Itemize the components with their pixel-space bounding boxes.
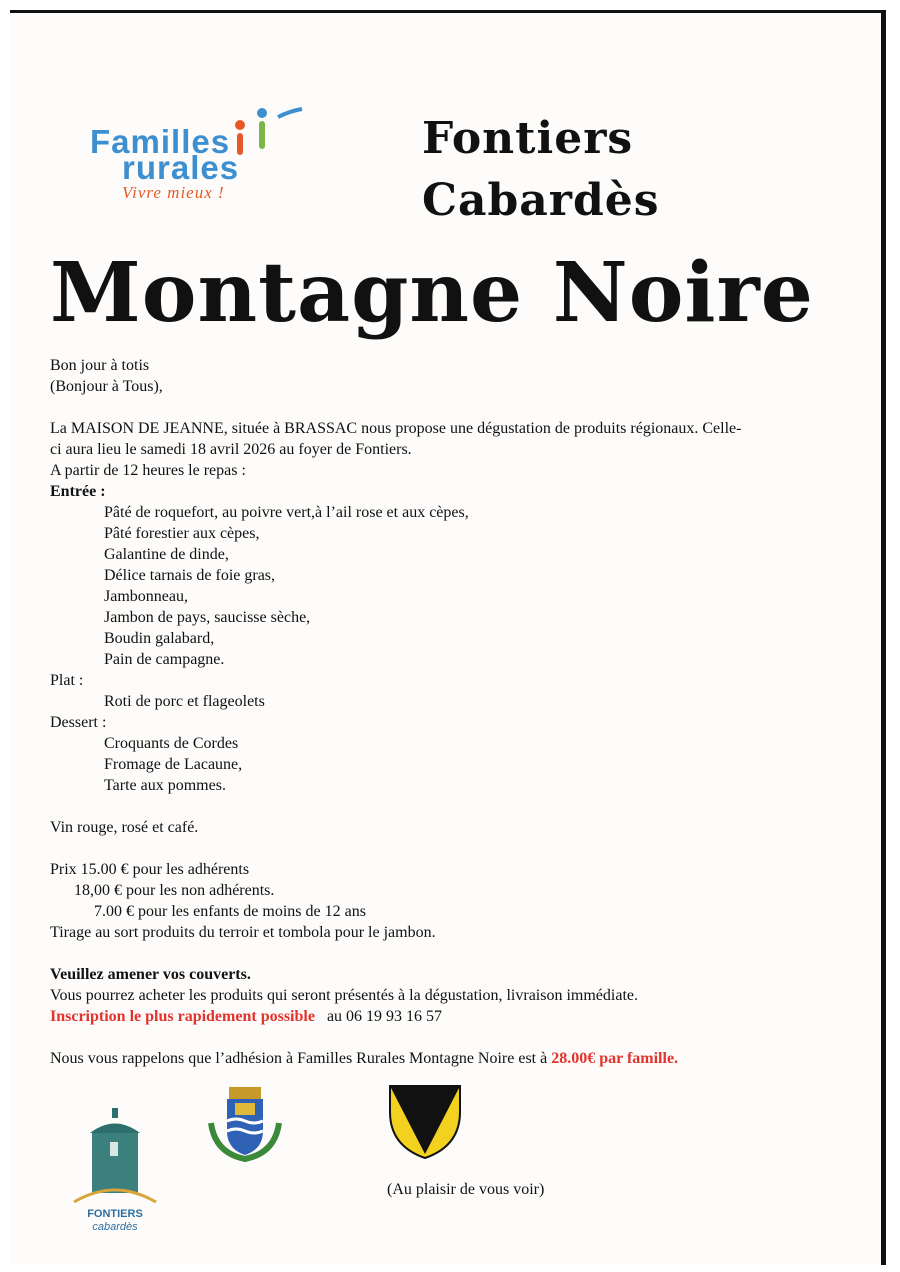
buy-note: Vous pourrez acheter les produits qui seront présentés à la dégustation, livraison immédiate.: [50, 987, 638, 1004]
membership-price: 28.00€ par famille.: [551, 1050, 679, 1067]
dessert-label: Dessert :: [50, 714, 107, 731]
fontiers-tower-logo: [70, 1108, 160, 1248]
menu-item: Fromage de Lacaune,: [104, 756, 243, 773]
menu-item: Galantine de dinde,: [104, 546, 229, 563]
town-heading: [422, 108, 660, 232]
greeting-line2: (Bonjour à Tous),: [50, 378, 163, 395]
logo-tagline: Vivre mieux !: [122, 183, 225, 202]
plat-label: Plat :: [50, 672, 84, 689]
membership-text: Nous vous rappelons que l’adhésion à Familles Rurales Montagne Noire est à: [50, 1050, 548, 1067]
menu-item: Délice tarnais de foie gras,: [104, 567, 276, 584]
entree-label: Entrée :: [50, 483, 106, 500]
signup-text: Inscription le plus rapidement possible: [50, 1008, 315, 1025]
intro-line1: La MAISON DE JEANNE, située à BRASSAC nous propose une dégustation de produits régionaux. Celle-: [50, 420, 742, 437]
menu-item: Pain de campagne.: [104, 651, 225, 668]
menu-item: Roti de porc et flageolets: [104, 693, 265, 710]
familles-rurales-logo: [90, 105, 350, 205]
drinks-line: Vin rouge, rosé et café.: [50, 819, 199, 836]
greeting-line1: Bon jour à totis: [50, 357, 150, 374]
intro-line3: A partir de 12 heures le repas :: [50, 462, 246, 479]
cutlery-note: Veuillez amener vos couverts.: [50, 966, 251, 983]
logo-line2: rurales: [122, 149, 240, 186]
menu-item: Pâté de roquefort, au poivre vert,à l’ail rose et aux cèpes,: [104, 504, 469, 521]
price-line: Prix 15.00 € pour les adhérents: [50, 861, 250, 878]
price-line: 7.00 € pour les enfants de moins de 12 ans: [94, 903, 366, 920]
flyer-page: [10, 10, 886, 1265]
town-line1: Fontiers: [422, 113, 634, 164]
menu-item: Pâté forestier aux cèpes,: [104, 525, 260, 542]
menu-item: Boudin galabard,: [104, 630, 215, 647]
flyer-body: [50, 355, 850, 1069]
town-line2: Cabardès: [422, 175, 660, 226]
tower-label-line1: FONTIERS: [87, 1208, 143, 1220]
tower-label: [70, 1208, 160, 1234]
phone-number: au 06 19 93 16 57: [326, 1008, 443, 1025]
menu-item: Croquants de Cordes: [104, 735, 239, 752]
price-line: 18,00 € pour les non adhérents.: [74, 882, 275, 899]
intro-line2: ci aura lieu le samedi 18 avril 2026 au foyer de Fontiers.: [50, 441, 412, 458]
page-title: Montagne Noire: [50, 245, 814, 341]
signup-note: [50, 1006, 850, 1027]
tower-label-line2: cabardès: [92, 1221, 138, 1233]
membership-note: [50, 1048, 850, 1069]
tower-icon: [70, 1108, 160, 1208]
raffle-line: Tirage au sort produits du terroir et tombola pour le jambon.: [50, 924, 436, 941]
farewell-text: (Au plaisir de vous voir): [387, 1181, 545, 1198]
footer-emblems: [70, 1078, 870, 1248]
municipal-crest-icon: [205, 1083, 285, 1163]
cathar-shield-icon: [388, 1084, 462, 1160]
menu-item: Tarte aux pommes.: [104, 777, 226, 794]
menu-item: Jambon de pays, saucisse sèche,: [104, 609, 311, 626]
menu-item: Jambonneau,: [104, 588, 188, 605]
logo-line1: Familles: [90, 123, 231, 160]
